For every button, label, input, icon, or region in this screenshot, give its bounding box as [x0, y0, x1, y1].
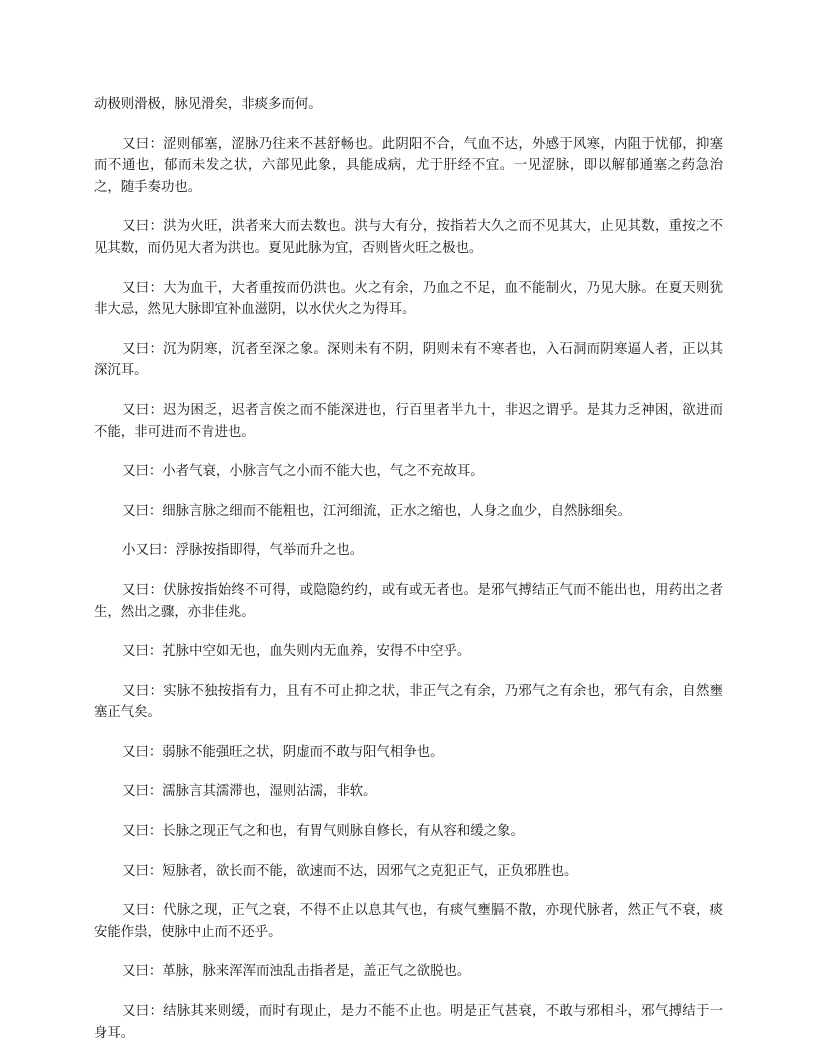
- paragraph-surging-pulse: 又曰：洪为火旺，洪者来大而去数也。洪与大有分，按指若大久之而不见其大，止见其数，重按之不见其数，而仍见大者为洪也。夏见此脉为宜，否则皆火旺之极也。: [94, 219, 723, 256]
- document-page: [94, 94, 723, 1062]
- paragraph-long-pulse: 又曰：长脉之现正气之和也，有胃气则脉自修长，有从容和缓之象。: [122, 824, 524, 840]
- paragraph-replete-pulse: 又曰：实脉不独按指有力，且有不可止抑之状，非正气之有余，乃邪气之有余也，邪气有余，自然壅塞正气矣。: [94, 683, 723, 721]
- paragraph-intermittent-pulse: 又曰：代脉之现，正气之衰，不得不止以息其气也，有痰气壅膈不散，亦现代脉者，然正气不衰，痰安能作祟，使脉中止而不还乎。: [94, 903, 723, 940]
- paragraph-slippery-pulse-end: 动极则滑极，脉见滑矣，非痰多而何。: [94, 97, 322, 112]
- paragraph-floating-pulse: 小又曰：浮脉按指即得，气举而升之也。: [122, 543, 364, 559]
- paragraph-hidden-pulse: 又曰：伏脉按指始终不可得，或隐隐约约，或有或无者也。是邪气搏结正气而不能出也，用药出之者生，然出之骤，亦非佳兆。: [94, 582, 723, 620]
- paragraph-rough-pulse: 又曰：涩则郁塞，涩脉乃往来不甚舒畅也。此阴阳不合，气血不达，外感于风寒，内阻于忧郁，抑塞而不通也，郁而未发之状，六部见此象，具能成病，尤于肝经不宜。一见涩脉，即以解郁通塞之药急治之，随手奏功也。: [94, 136, 723, 195]
- paragraph-short-pulse: 又曰：短脉者，欲长而不能，欲速而不达，因邪气之克犯正气，正负邪胜也。: [122, 863, 578, 879]
- paragraph-knotted-pulse: 又曰：结脉其来则缓，而时有现止，是力不能不止也。明是正气甚衰，不敢与邪相斗，邪气搏结于一身耳。: [94, 1004, 723, 1041]
- paragraph-soggy-pulse: 又曰：濡脉言其濡滞也，湿则沾濡，非软。: [122, 784, 377, 800]
- paragraph-drum-skin-pulse: 又曰：革脉，脉来浑浑而浊乱击指者是，盖正气之欲脱也。: [122, 964, 471, 980]
- paragraph-weak-pulse: 又曰：弱脉不能强旺之状，阴虚而不敢与阳气相争也。: [122, 744, 444, 760]
- paragraph-large-pulse: 又曰：大为血干，大者重按而仍洪也。火之有余，乃血之不足，血不能制火，乃见大脉。在夏天则犹非大忌，然见大脉即宜补血滋阴，以水伏火之为得耳。: [94, 280, 723, 318]
- paragraph-hollow-pulse: 又曰：芤脉中空如无也，血失则内无血养，安得不中空乎。: [122, 644, 471, 660]
- paragraph-thin-pulse: 又曰：细脉言脉之细而不能粗也，江河细流，正水之缩也，人身之血少，自然脉细矣。: [122, 503, 631, 519]
- paragraph-deep-pulse: 又曰：沉为阴寒，沉者至深之象。深则未有不阴，阴则未有不寒者也，入石洞而阴寒逼人者，正以其深沉耳。: [94, 341, 723, 379]
- paragraph-small-pulse: 又曰：小者气衰，小脉言气之小而不能大也，气之不充故耳。: [122, 464, 484, 480]
- paragraph-slow-pulse: 又曰：迟为困乏，迟者言俟之而不能深进也，行百里者半九十，非迟之谓乎。是其力乏神困，欲进而不能，非可进而不肯进也。: [94, 402, 723, 440]
